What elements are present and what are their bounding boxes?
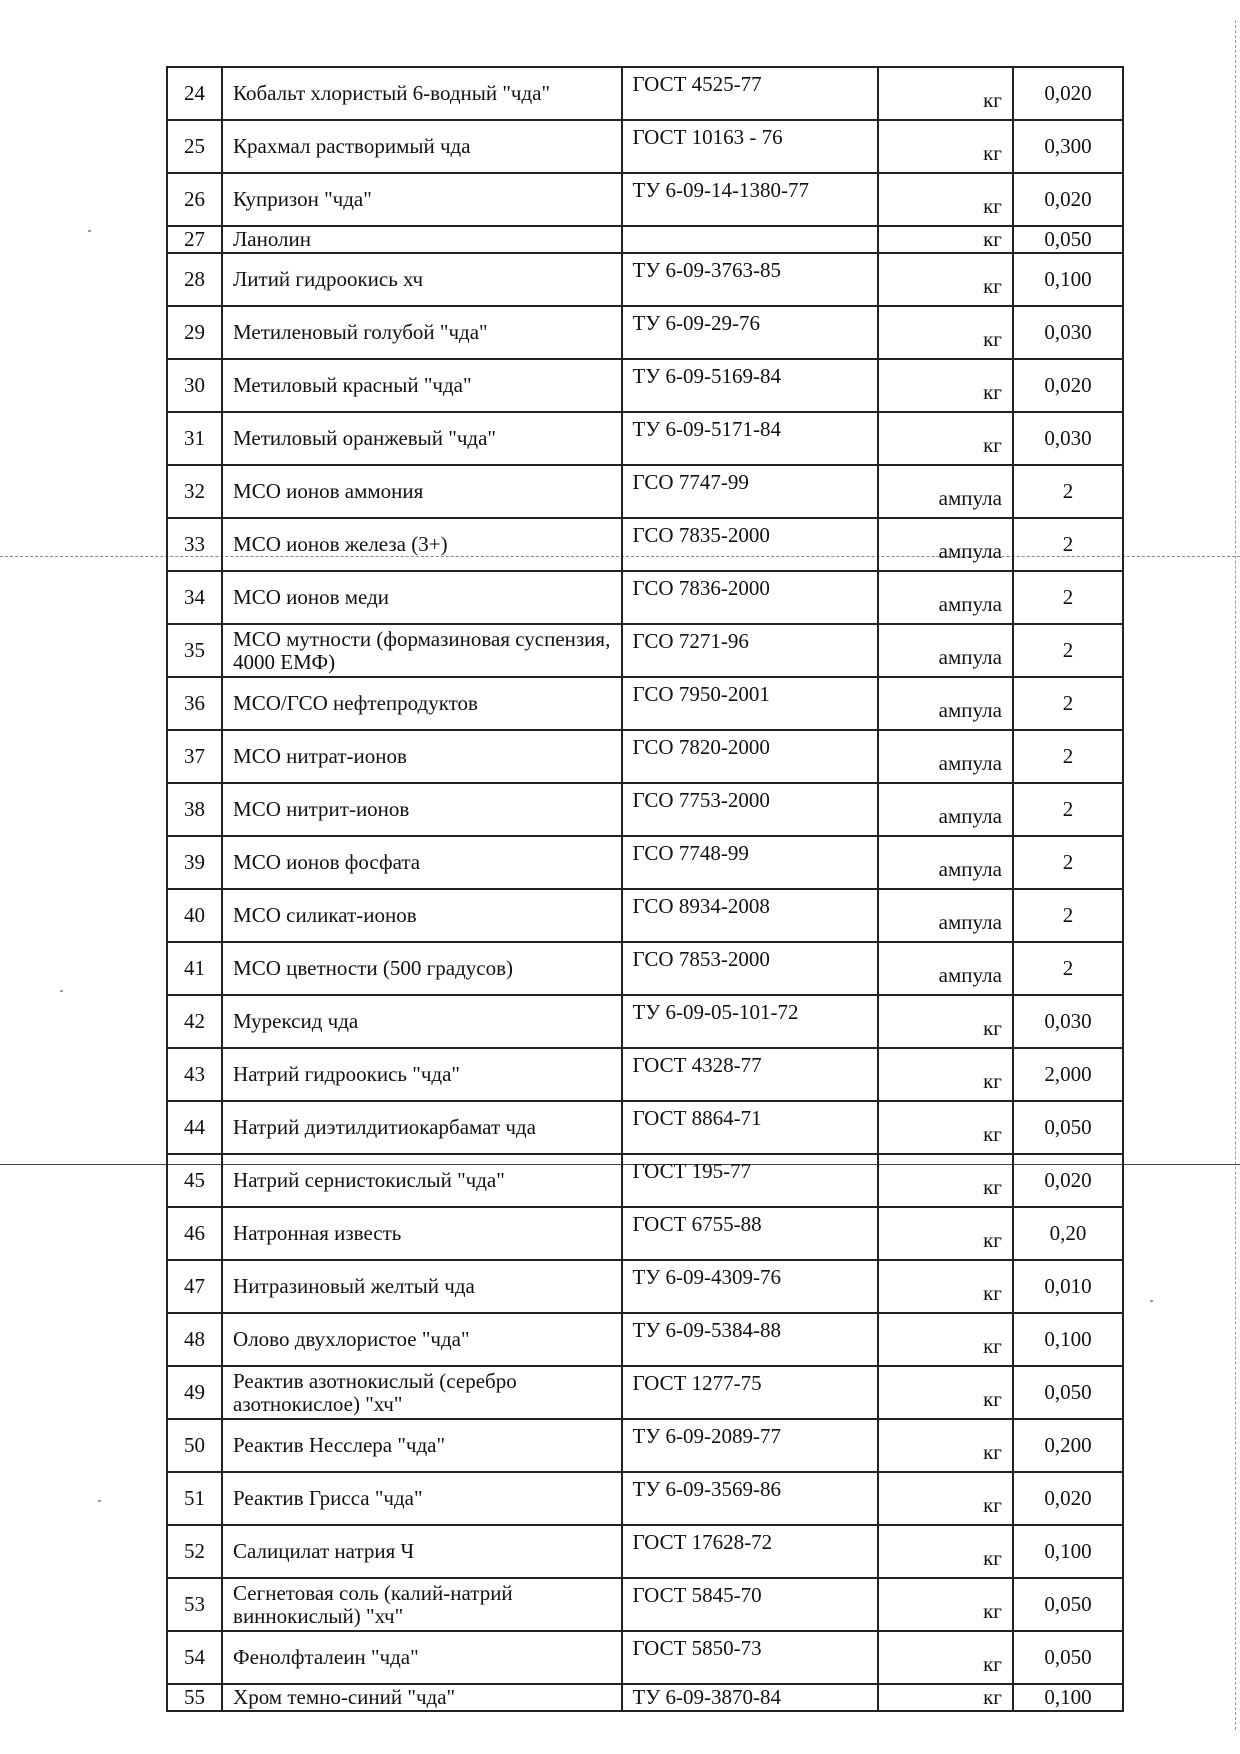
table-row — [167, 1366, 1123, 1419]
reagent-name: МСО силикат-ионов — [222, 889, 622, 942]
table-row — [167, 67, 1123, 120]
unit-of-measure: ампула — [878, 889, 1013, 942]
table-row — [167, 1207, 1123, 1260]
quantity: 2 — [1013, 942, 1123, 995]
scan-speck — [60, 990, 63, 992]
standard-reference: ТУ 6-09-14-1380-77 — [622, 173, 879, 226]
unit-of-measure: кг — [878, 1260, 1013, 1313]
reagent-name: МСО ионов железа (3+) — [222, 518, 622, 571]
row-number: 41 — [167, 942, 222, 995]
reagent-name: Метиловый оранжевый "чда" — [222, 412, 622, 465]
reagent-name: Натронная известь — [222, 1207, 622, 1260]
table-row — [167, 1101, 1123, 1154]
quantity: 0,050 — [1013, 1366, 1123, 1419]
unit-of-measure: кг — [878, 1419, 1013, 1472]
reagent-name: МСО/ГСО нефтепродуктов — [222, 677, 622, 730]
table-row — [167, 120, 1123, 173]
unit-of-measure: ампула — [878, 836, 1013, 889]
table-row — [167, 942, 1123, 995]
unit-of-measure: кг — [878, 359, 1013, 412]
row-number: 29 — [167, 306, 222, 359]
standard-reference: ГОСТ 6755-88 — [622, 1207, 879, 1260]
standard-reference: ГСО 7820-2000 — [622, 730, 879, 783]
unit-of-measure: кг — [878, 67, 1013, 120]
row-number: 42 — [167, 995, 222, 1048]
quantity: 0,020 — [1013, 359, 1123, 412]
row-number: 50 — [167, 1419, 222, 1472]
unit-of-measure: ампула — [878, 942, 1013, 995]
row-number: 34 — [167, 571, 222, 624]
table-row — [167, 1472, 1123, 1525]
quantity: 2 — [1013, 571, 1123, 624]
reagent-name: МСО нитрит-ионов — [222, 783, 622, 836]
table-row — [167, 783, 1123, 836]
reagent-name: МСО ионов аммония — [222, 465, 622, 518]
row-number: 49 — [167, 1366, 222, 1419]
reagent-name: Фенолфталеин "чда" — [222, 1631, 622, 1684]
table-row — [167, 889, 1123, 942]
row-number: 28 — [167, 253, 222, 306]
standard-reference: ТУ 6-09-05-101-72 — [622, 995, 879, 1048]
row-number: 52 — [167, 1525, 222, 1578]
standard-reference: ГСО 8934-2008 — [622, 889, 879, 942]
unit-of-measure: кг — [878, 1048, 1013, 1101]
reagent-name: Кобальт хлористый 6-водный "чда" — [222, 67, 622, 120]
table-row — [167, 730, 1123, 783]
row-number: 53 — [167, 1578, 222, 1631]
quantity: 2,000 — [1013, 1048, 1123, 1101]
standard-reference: ТУ 6-09-4309-76 — [622, 1260, 879, 1313]
row-number: 38 — [167, 783, 222, 836]
row-number: 44 — [167, 1101, 222, 1154]
row-number: 24 — [167, 67, 222, 120]
reagent-name: Натрий сернистокислый "чда" — [222, 1154, 622, 1207]
unit-of-measure: кг — [878, 1472, 1013, 1525]
reagent-name: МСО цветности (500 градусов) — [222, 942, 622, 995]
reagent-name: Мурексид чда — [222, 995, 622, 1048]
table-row — [167, 571, 1123, 624]
unit-of-measure: ампула — [878, 624, 1013, 677]
table-row — [167, 253, 1123, 306]
standard-reference: ГСО 7747-99 — [622, 465, 879, 518]
unit-of-measure: кг — [878, 1313, 1013, 1366]
row-number: 46 — [167, 1207, 222, 1260]
standard-reference: ГОСТ 5845-70 — [622, 1578, 879, 1631]
quantity: 0,010 — [1013, 1260, 1123, 1313]
unit-of-measure: кг — [878, 1101, 1013, 1154]
reagent-name: МСО нитрат-ионов — [222, 730, 622, 783]
quantity: 0,030 — [1013, 995, 1123, 1048]
standard-reference: ТУ 6-09-5171-84 — [622, 412, 879, 465]
standard-reference: ГСО 7950-2001 — [622, 677, 879, 730]
standard-reference: ГСО 7853-2000 — [622, 942, 879, 995]
unit-of-measure: кг — [878, 306, 1013, 359]
quantity: 2 — [1013, 783, 1123, 836]
standard-reference: ГОСТ 8864-71 — [622, 1101, 879, 1154]
standard-reference: ТУ 6-09-29-76 — [622, 306, 879, 359]
unit-of-measure: ампула — [878, 571, 1013, 624]
row-number: 55 — [167, 1684, 222, 1711]
quantity: 0,030 — [1013, 412, 1123, 465]
row-number: 33 — [167, 518, 222, 571]
quantity: 2 — [1013, 518, 1123, 571]
row-number: 43 — [167, 1048, 222, 1101]
table-row — [167, 306, 1123, 359]
table-row — [167, 1684, 1123, 1711]
reagent-name: Нитразиновый желтый чда — [222, 1260, 622, 1313]
reagent-name: МСО ионов меди — [222, 571, 622, 624]
quantity: 2 — [1013, 624, 1123, 677]
row-number: 47 — [167, 1260, 222, 1313]
unit-of-measure: ампула — [878, 677, 1013, 730]
table-row — [167, 226, 1123, 253]
standard-reference: ГСО 7748-99 — [622, 836, 879, 889]
unit-of-measure: кг — [878, 1631, 1013, 1684]
table-row — [167, 518, 1123, 571]
quantity: 0,030 — [1013, 306, 1123, 359]
unit-of-measure: кг — [878, 1684, 1013, 1711]
standard-reference: ГСО 7836-2000 — [622, 571, 879, 624]
standard-reference: ГСО 7271-96 — [622, 624, 879, 677]
unit-of-measure: кг — [878, 1525, 1013, 1578]
standard-reference: ТУ 6-09-5169-84 — [622, 359, 879, 412]
table-row — [167, 995, 1123, 1048]
row-number: 26 — [167, 173, 222, 226]
row-number: 39 — [167, 836, 222, 889]
standard-reference: ТУ 6-09-3569-86 — [622, 1472, 879, 1525]
row-number: 40 — [167, 889, 222, 942]
reagent-name: Салицилат натрия Ч — [222, 1525, 622, 1578]
reagent-name: Ланолин — [222, 226, 622, 253]
reagent-name: Натрий гидроокись "чда" — [222, 1048, 622, 1101]
table-row — [167, 1313, 1123, 1366]
reagent-name: Метиловый красный "чда" — [222, 359, 622, 412]
row-number: 35 — [167, 624, 222, 677]
standard-reference: ГОСТ 1277-75 — [622, 1366, 879, 1419]
row-number: 37 — [167, 730, 222, 783]
reagents-table — [166, 66, 1124, 1712]
reagent-name: МСО мутности (формазиновая суспензия, 4000 ЕМФ) — [222, 624, 622, 677]
standard-reference: ГОСТ 10163 - 76 — [622, 120, 879, 173]
unit-of-measure: ампула — [878, 730, 1013, 783]
scan-speck — [1150, 1300, 1153, 1302]
quantity: 2 — [1013, 889, 1123, 942]
standard-reference: ГОСТ 5850-73 — [622, 1631, 879, 1684]
quantity: 0,020 — [1013, 1472, 1123, 1525]
standard-reference: ТУ 6-09-3870-84 — [622, 1684, 879, 1711]
reagent-name: Хром темно-синий "чда" — [222, 1684, 622, 1711]
unit-of-measure: кг — [878, 173, 1013, 226]
table-row — [167, 1419, 1123, 1472]
table-row — [167, 412, 1123, 465]
standard-reference: ГОСТ 4525-77 — [622, 67, 879, 120]
standard-reference — [622, 226, 879, 253]
unit-of-measure: ампула — [878, 518, 1013, 571]
table-row — [167, 1578, 1123, 1631]
reagent-name: Литий гидроокись хч — [222, 253, 622, 306]
quantity: 0,100 — [1013, 1525, 1123, 1578]
reagents-table-body — [167, 67, 1123, 1711]
scan-speck — [98, 1500, 101, 1502]
quantity: 0,200 — [1013, 1419, 1123, 1472]
quantity: 0,20 — [1013, 1207, 1123, 1260]
row-number: 51 — [167, 1472, 222, 1525]
reagent-name: Реактив азотнокислый (серебро азотнокислое) "хч" — [222, 1366, 622, 1419]
reagent-name: Купризон "чда" — [222, 173, 622, 226]
standard-reference: ТУ 6-09-2089-77 — [622, 1419, 879, 1472]
quantity: 0,100 — [1013, 1313, 1123, 1366]
row-number: 54 — [167, 1631, 222, 1684]
table-row — [167, 173, 1123, 226]
reagent-name: МСО ионов фосфата — [222, 836, 622, 889]
unit-of-measure: кг — [878, 995, 1013, 1048]
table-row — [167, 359, 1123, 412]
table-row — [167, 624, 1123, 677]
quantity: 0,050 — [1013, 1631, 1123, 1684]
quantity: 0,100 — [1013, 253, 1123, 306]
unit-of-measure: кг — [878, 253, 1013, 306]
row-number: 30 — [167, 359, 222, 412]
reagent-name: Сегнетовая соль (калий-натрий виннокислый) "хч" — [222, 1578, 622, 1631]
row-number: 27 — [167, 226, 222, 253]
unit-of-measure: кг — [878, 120, 1013, 173]
reagent-name: Натрий диэтилдитиокарбамат чда — [222, 1101, 622, 1154]
table-row — [167, 677, 1123, 730]
table-row — [167, 836, 1123, 889]
quantity: 0,050 — [1013, 1101, 1123, 1154]
quantity: 2 — [1013, 465, 1123, 518]
quantity: 0,100 — [1013, 1684, 1123, 1711]
standard-reference: ТУ 6-09-3763-85 — [622, 253, 879, 306]
quantity: 0,020 — [1013, 173, 1123, 226]
standard-reference: ГОСТ 195-77 — [622, 1154, 879, 1207]
table-row — [167, 465, 1123, 518]
standard-reference: ГОСТ 17628-72 — [622, 1525, 879, 1578]
quantity: 2 — [1013, 836, 1123, 889]
unit-of-measure: кг — [878, 1366, 1013, 1419]
quantity: 0,050 — [1013, 226, 1123, 253]
table-row — [167, 1048, 1123, 1101]
reagent-name: Крахмал растворимый чда — [222, 120, 622, 173]
unit-of-measure: ампула — [878, 465, 1013, 518]
scan-edge — [1232, 20, 1236, 1730]
unit-of-measure: кг — [878, 1207, 1013, 1260]
reagent-name: Олово двухлористое "чда" — [222, 1313, 622, 1366]
standard-reference: ГСО 7835-2000 — [622, 518, 879, 571]
reagent-name: Метиленовый голубой "чда" — [222, 306, 622, 359]
table-row — [167, 1631, 1123, 1684]
unit-of-measure: кг — [878, 226, 1013, 253]
reagent-name: Реактив Несслера "чда" — [222, 1419, 622, 1472]
reagent-name: Реактив Грисса "чда" — [222, 1472, 622, 1525]
table-row — [167, 1154, 1123, 1207]
standard-reference: ГСО 7753-2000 — [622, 783, 879, 836]
standard-reference: ГОСТ 4328-77 — [622, 1048, 879, 1101]
unit-of-measure: ампула — [878, 783, 1013, 836]
row-number: 48 — [167, 1313, 222, 1366]
row-number: 25 — [167, 120, 222, 173]
unit-of-measure: кг — [878, 1154, 1013, 1207]
quantity: 0,020 — [1013, 1154, 1123, 1207]
quantity: 2 — [1013, 730, 1123, 783]
scan-speck — [88, 230, 91, 232]
row-number: 36 — [167, 677, 222, 730]
unit-of-measure: кг — [878, 412, 1013, 465]
row-number: 32 — [167, 465, 222, 518]
table-row — [167, 1260, 1123, 1313]
quantity: 0,020 — [1013, 67, 1123, 120]
quantity: 0,300 — [1013, 120, 1123, 173]
quantity: 0,050 — [1013, 1578, 1123, 1631]
unit-of-measure: кг — [878, 1578, 1013, 1631]
row-number: 45 — [167, 1154, 222, 1207]
standard-reference: ТУ 6-09-5384-88 — [622, 1313, 879, 1366]
table-row — [167, 1525, 1123, 1578]
row-number: 31 — [167, 412, 222, 465]
quantity: 2 — [1013, 677, 1123, 730]
